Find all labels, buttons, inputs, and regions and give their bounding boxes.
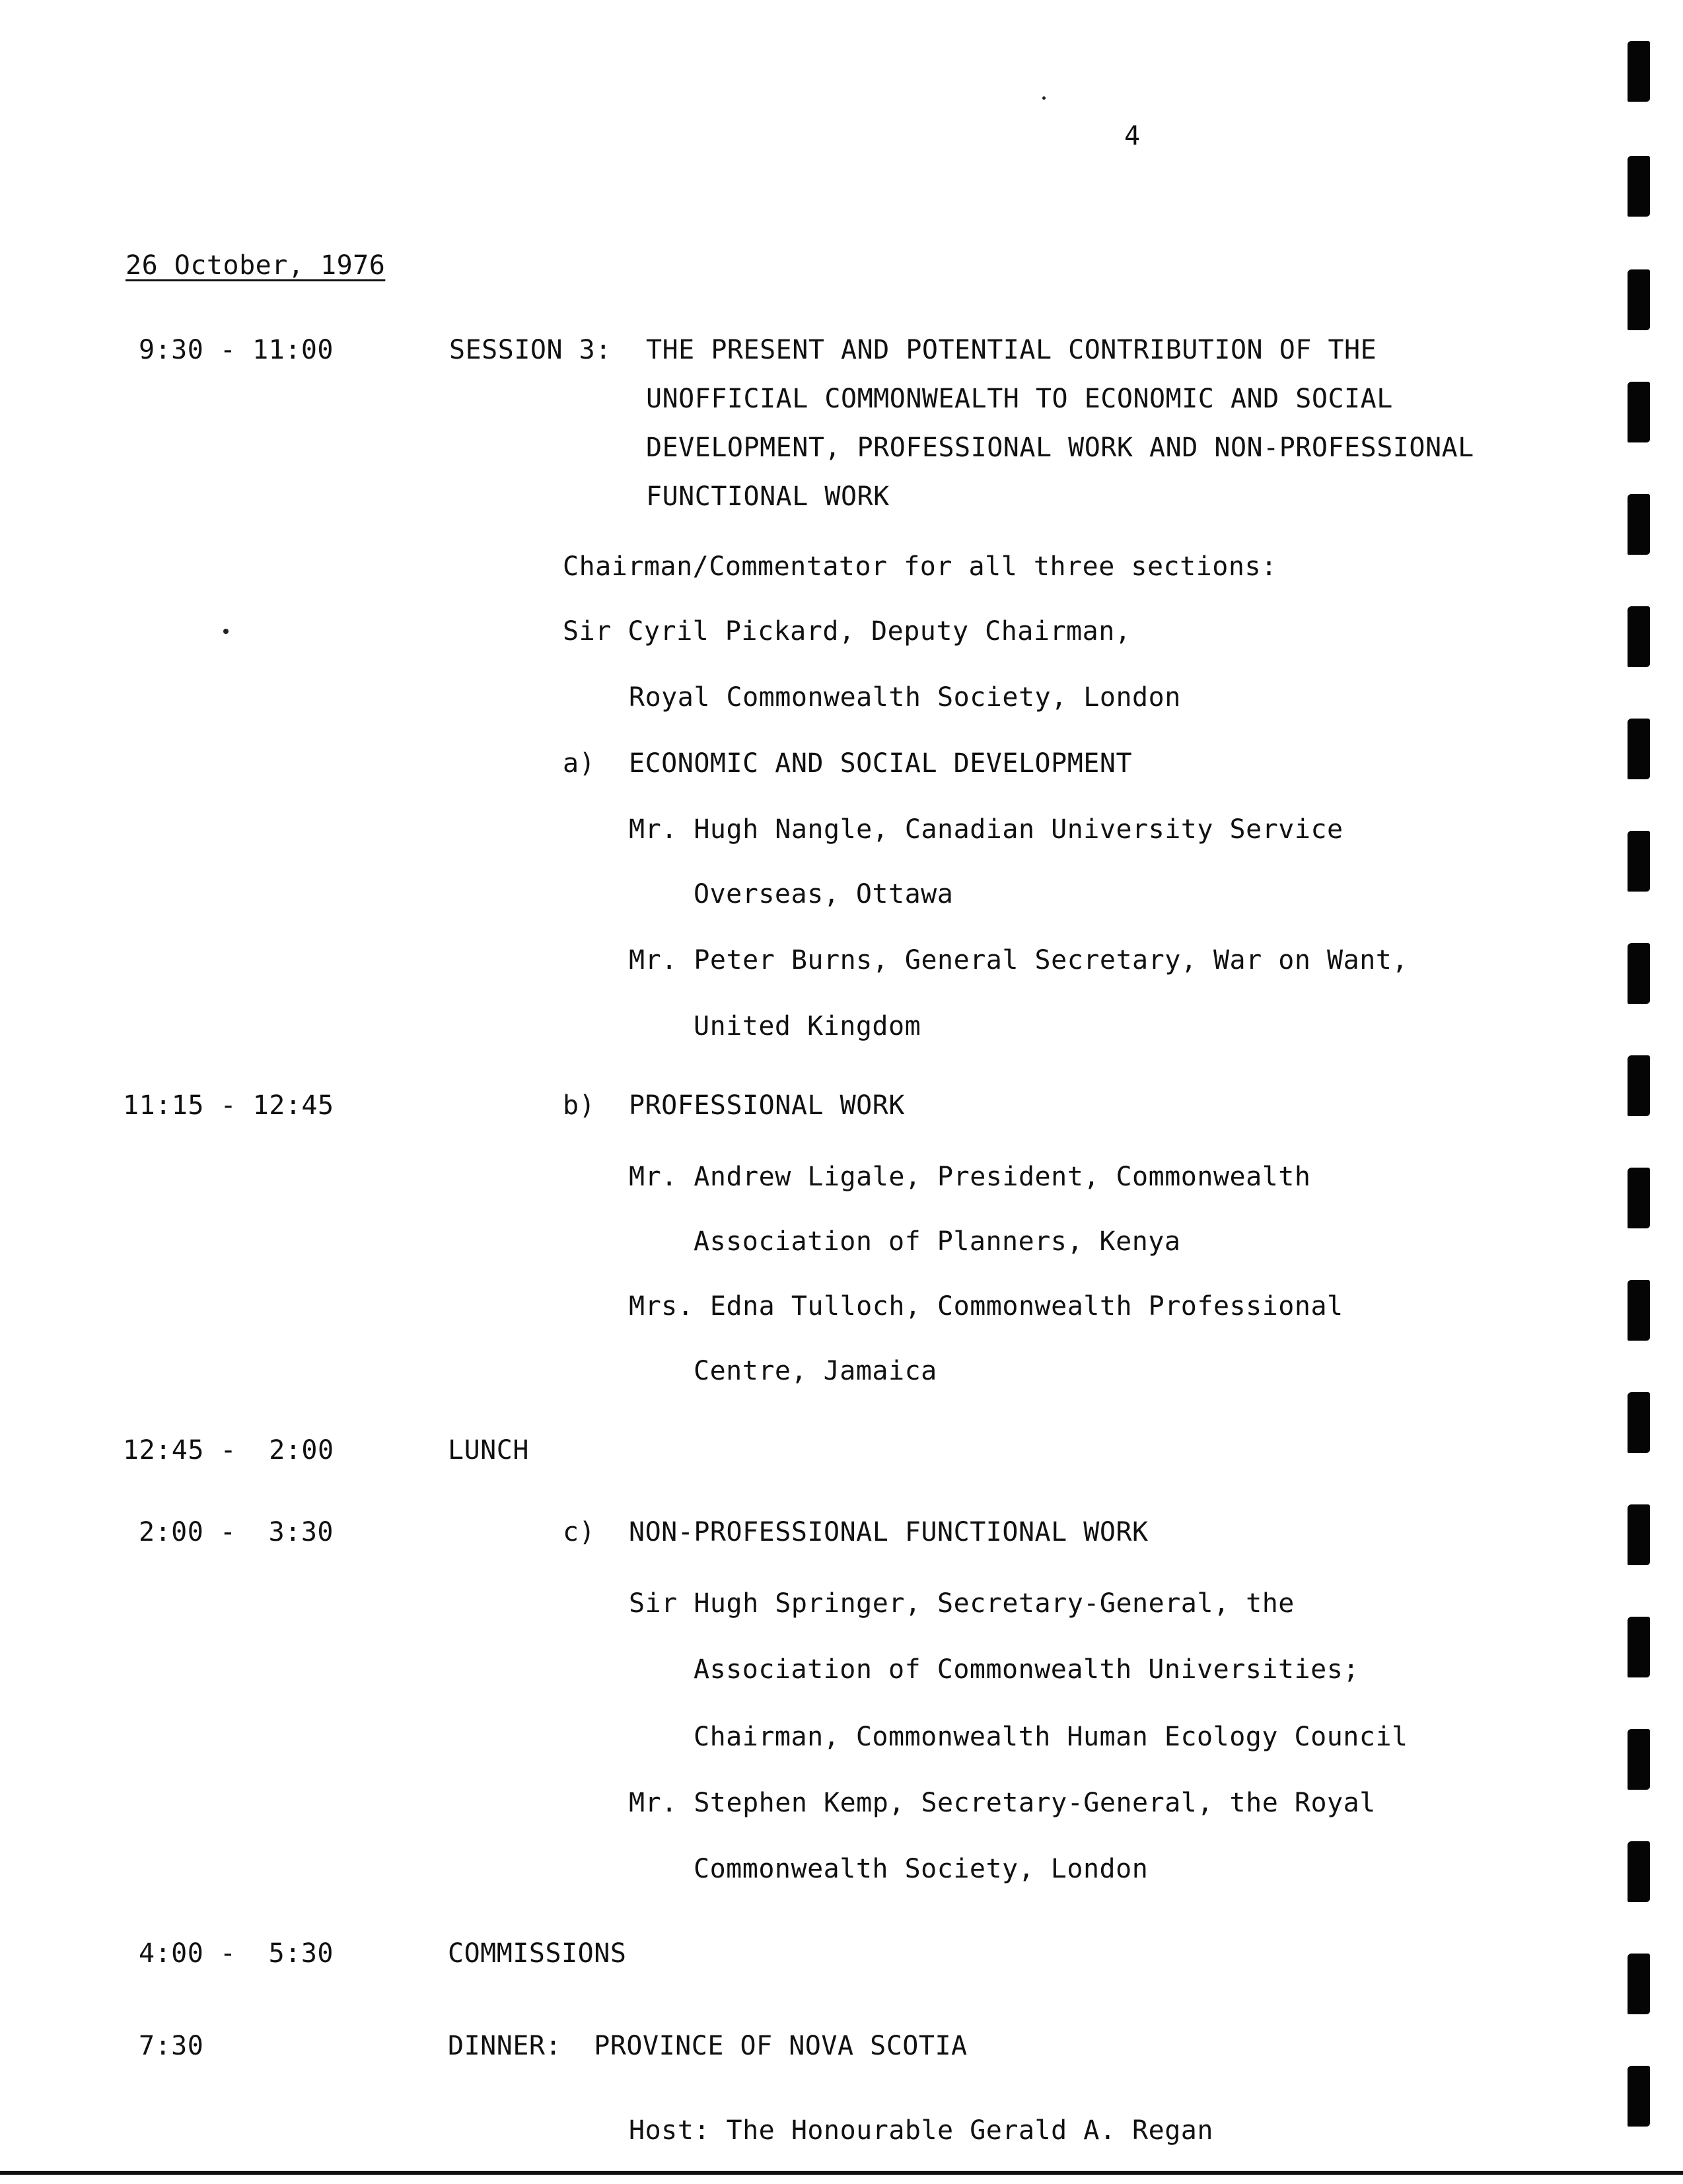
chair-intro: Chairman/Commentator for all three sections: bbox=[563, 551, 1277, 582]
dinner-host: Host: The Honourable Gerald A. Regan bbox=[629, 2115, 1213, 2146]
dinner-label: DINNER: PROVINCE OF NOVA SCOTIA bbox=[448, 2031, 968, 2061]
binding-mark bbox=[1628, 831, 1650, 892]
session3-time: 9:30 - 11:00 bbox=[139, 335, 334, 365]
date-heading: 26 October, 1976 bbox=[125, 250, 386, 281]
section-c-time: 2:00 - 3:30 bbox=[139, 1517, 334, 1547]
session3-title-line: DEVELOPMENT, PROFESSIONAL WORK AND NON-PROFESSIONAL bbox=[646, 433, 1474, 463]
session3-title-line: FUNCTIONAL WORK bbox=[646, 481, 890, 512]
page-bottom-edge bbox=[0, 2171, 1683, 2175]
speaker-line: Centre, Jamaica bbox=[694, 1356, 937, 1386]
section-a-title: ECONOMIC AND SOCIAL DEVELOPMENT bbox=[629, 748, 1133, 779]
commissions-time: 4:00 - 5:30 bbox=[139, 1938, 334, 1969]
speaker-line: Association of Commonwealth Universities; bbox=[694, 1654, 1359, 1685]
binding-mark bbox=[1628, 1841, 1650, 1902]
binding-mark bbox=[1628, 1954, 1650, 2014]
dinner-time: 7:30 bbox=[139, 2031, 204, 2061]
speaker-line: Mr. Andrew Ligale, President, Commonwealth bbox=[629, 1162, 1311, 1192]
speaker-line: Mr. Peter Burns, General Secretary, War on Want, bbox=[629, 945, 1408, 975]
binding-mark bbox=[1628, 494, 1650, 555]
lunch-time: 12:45 - 2:00 bbox=[123, 1435, 334, 1465]
speaker-line: Mrs. Edna Tulloch, Commonwealth Professional bbox=[629, 1291, 1343, 1321]
binding-mark bbox=[1628, 1729, 1650, 1790]
speaker-line: Mr. Stephen Kemp, Secretary-General, the Royal bbox=[629, 1788, 1376, 1818]
binding-mark bbox=[1628, 943, 1650, 1004]
section-b-title: PROFESSIONAL WORK bbox=[629, 1090, 905, 1121]
binding-mark bbox=[1628, 1392, 1650, 1453]
speaker-line: Association of Planners, Kenya bbox=[694, 1226, 1181, 1257]
speaker-line: Chairman, Commonwealth Human Ecology Council bbox=[694, 1722, 1408, 1752]
binding-mark bbox=[1628, 1280, 1650, 1341]
section-c-letter: c) bbox=[563, 1517, 596, 1547]
scan-speck bbox=[1042, 96, 1046, 100]
page-number: 4 bbox=[1124, 121, 1141, 151]
chair-affiliation: Royal Commonwealth Society, London bbox=[629, 682, 1181, 713]
section-a-letter: a) bbox=[563, 748, 596, 779]
commissions-label: COMMISSIONS bbox=[448, 1938, 627, 1969]
lunch-label: LUNCH bbox=[448, 1435, 529, 1465]
speaker-line: Sir Hugh Springer, Secretary-General, the bbox=[629, 1588, 1295, 1619]
section-b-letter: b) bbox=[563, 1090, 596, 1121]
speaker-line: Overseas, Ottawa bbox=[694, 879, 954, 909]
binding-mark bbox=[1628, 156, 1650, 217]
session3-label: SESSION 3: bbox=[449, 335, 612, 365]
speaker-line: Commonwealth Society, London bbox=[694, 1854, 1149, 1884]
binding-mark bbox=[1628, 382, 1650, 442]
binding-mark bbox=[1628, 1168, 1650, 1228]
scan-speck bbox=[223, 629, 229, 634]
section-c-title: NON-PROFESSIONAL FUNCTIONAL WORK bbox=[629, 1517, 1149, 1547]
binding-mark bbox=[1628, 606, 1650, 667]
binding-mark bbox=[1628, 719, 1650, 779]
section-b-time: 11:15 - 12:45 bbox=[123, 1090, 334, 1121]
binding-mark bbox=[1628, 2066, 1650, 2127]
session3-title-line: UNOFFICIAL COMMONWEALTH TO ECONOMIC AND SOCIAL bbox=[646, 384, 1393, 414]
speaker-line: Mr. Hugh Nangle, Canadian University Service bbox=[629, 814, 1343, 845]
chair-name: Sir Cyril Pickard, Deputy Chairman, bbox=[563, 616, 1131, 647]
binding-mark bbox=[1628, 41, 1650, 102]
binding-mark bbox=[1628, 1055, 1650, 1116]
session3-title-line: THE PRESENT AND POTENTIAL CONTRIBUTION OF THE bbox=[646, 335, 1377, 365]
binding-mark bbox=[1628, 1617, 1650, 1677]
speaker-line: United Kingdom bbox=[694, 1011, 921, 1041]
binding-mark bbox=[1628, 1504, 1650, 1565]
binding-mark bbox=[1628, 269, 1650, 330]
